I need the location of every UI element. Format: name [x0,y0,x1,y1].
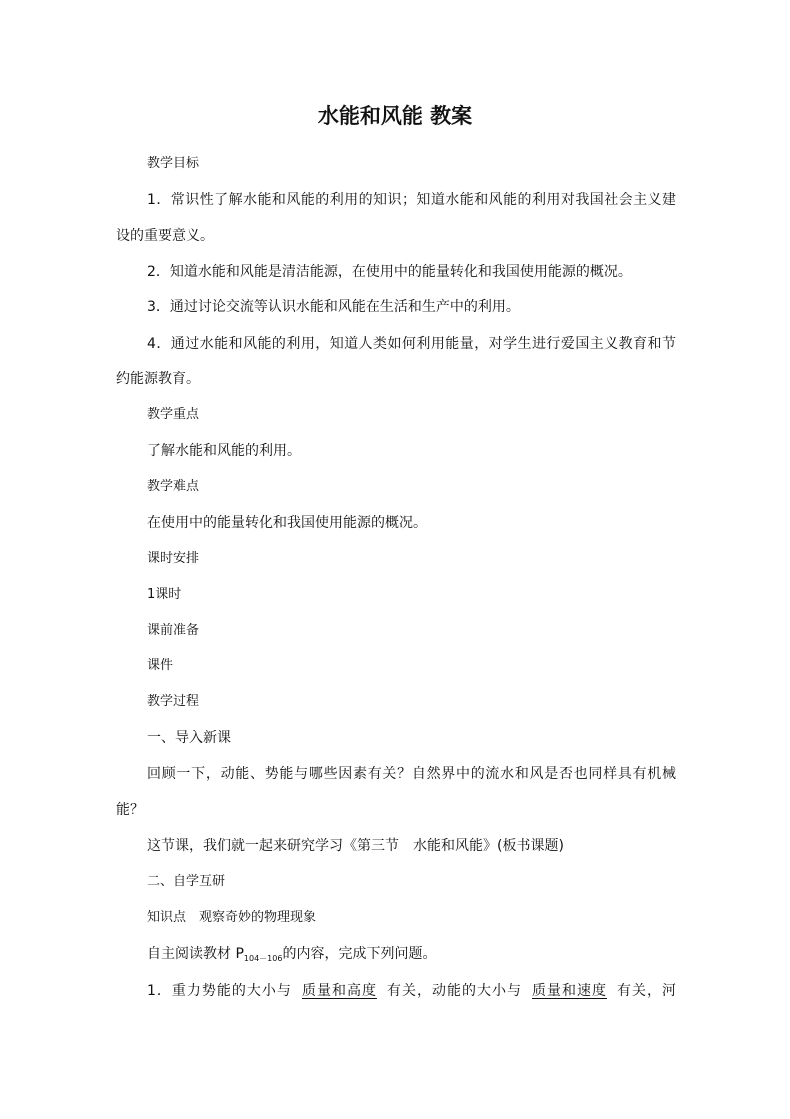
knowledge-point-heading: 知识点 观察奇妙的物理现象 [147,910,317,925]
preparation-heading: 课前准备 [147,623,200,638]
intro-line-1: 回顾一下，动能、势能与哪些因素有关？自然界中的流水和风是否也同样具有机械 [147,766,676,782]
objective-3: 3．通过讨论交流等认识水能和风能在生活和生产中的利用。 [147,299,520,315]
question-1-part-3: 有关，河 [617,983,677,999]
intro-text-2: 这节课，我们就一起来研究学习《第三节 水能和风能》(板书课题) [147,838,564,854]
schedule-heading: 课时安排 [147,551,200,566]
reading-page-range: 104－106 [243,954,283,963]
objective-4-line-1: 4．通过水能和风能的利用，知道人类如何利用能量，对学生进行爱国主义教育和节 [147,336,676,352]
document-title: 水能和风能 教案 [317,104,473,128]
objective-2: 2．知道水能和风能是清洁能源，在使用中的能量转化和我国使用能源的概况。 [147,264,632,280]
key-points-heading: 教学重点 [147,407,200,422]
reading-instruction [147,944,676,969]
question-1 [147,981,676,1001]
section-1-heading: 一、导入新课 [147,730,231,746]
difficulties-text: 在使用中的能量转化和我国使用能源的概况。 [147,515,427,531]
objective-1-line-1: 1．常识性了解水能和风能的利用的知识；知道水能和风能的利用对我国社会主义建 [147,192,676,208]
objectives-heading: 教学目标 [147,156,200,171]
difficulties-heading: 教学难点 [147,479,200,494]
reading-suffix: 的内容，完成下列问题。 [282,946,437,962]
question-1-part-1: 1．重力势能的大小与 [147,983,292,999]
objective-4-line-2: 约能源教育。 [116,371,200,387]
preparation-text: 课件 [147,658,174,673]
intro-line-2: 能？ [116,802,144,818]
key-points-text: 了解水能和风能的利用。 [147,443,301,459]
objective-1-line-2: 设的重要意义。 [116,228,214,244]
question-1-answer-1: 质量和高度 [301,983,377,999]
process-heading: 教学过程 [147,694,200,709]
schedule-text: 1课时 [147,587,182,602]
section-2-heading: 二、自学互研 [147,874,226,889]
reading-prefix: 自主阅读教材 P [147,946,244,962]
question-1-answer-2: 质量和速度 [531,983,607,999]
question-1-part-2: 有关，动能的大小与 [386,983,522,999]
